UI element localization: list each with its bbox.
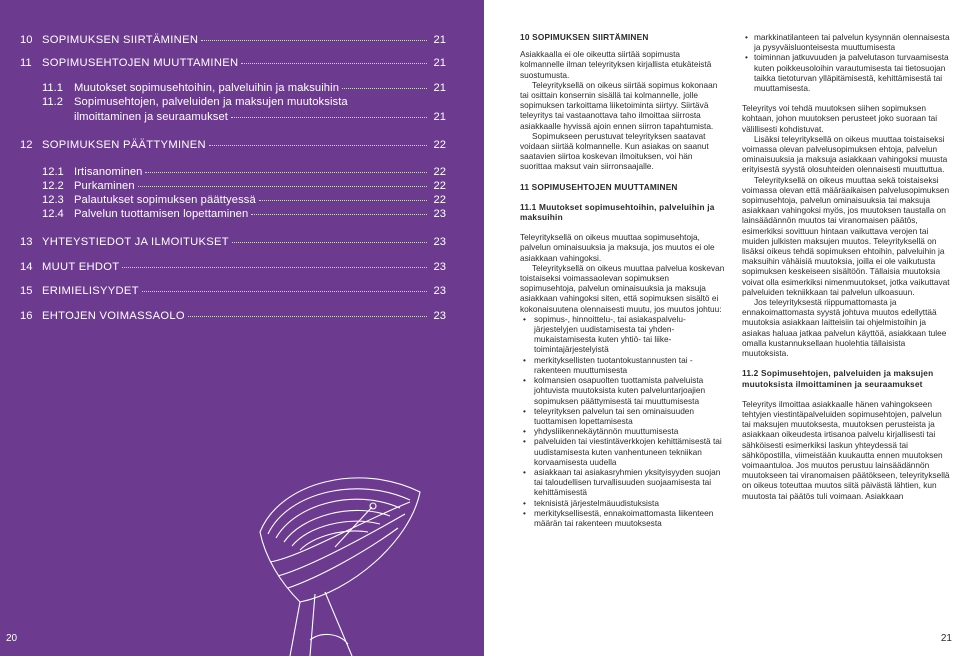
list-item: • kolmansien osapuolten tuottamista palveluista johtuvista muutoksista kuten palveluntarjoajien sopimuksen päättymisestä tai muuttumisesta (520, 375, 726, 406)
toc-leader-dots (232, 242, 427, 243)
toc-entry-number: 16 (20, 310, 33, 322)
toc-leader-dots (241, 63, 427, 64)
paragraph: Sopimukseen perustuvat teleyrityksen saatavat voidaan siirtää kolmannelle. Kun asiakas on saanut saatavien siirtoa koskevan ilmoituksen, voi hän suorittaa maksut vain siirronsaajalle. (520, 130, 709, 172)
toc-leader-dots (231, 117, 427, 118)
paragraph: Lisäksi teleyrityksellä on oikeus muuttaa toistaiseksi voimassa olevan palvelusopimuksen ehtoja, palvelun ominaisuuksia ja maksuja asiakkaan vahingoksi muusta erityisestä syystä olosuhteiden olennaisesti muuttuttua. (742, 133, 948, 175)
toc-entry[interactable] (20, 166, 446, 179)
toc-entry-title: Sopimusehtojen, palveluiden ja maksujen muutoksista (74, 96, 348, 108)
toc-entry[interactable] (20, 82, 446, 95)
toc-entry-number: 11 (20, 57, 32, 69)
list-item: • markkinatilanteen tai palvelun kysynnän olennaisesta ja pysyväisluonteisesta muuttumisesta (742, 32, 952, 52)
text-column-1 (520, 32, 726, 528)
toc-entry[interactable] (20, 57, 446, 70)
list-item: • teleyrityksen palvelun tai sen ominaisuuden tuottamisen lopettamisesta (520, 406, 726, 426)
toc-entry-title: Palautukset sopimuksen päättyessä (74, 194, 256, 206)
section-heading-11-2: 11.2 Sopimusehtojen, palveluiden ja maksujen muutoksista ilmoittaminen ja seuraamukset (742, 368, 934, 389)
toc-entry-title: EHTOJEN VOIMASSAOLO (42, 310, 185, 322)
paragraph: Jos teleyrityksestä riippumattomasta ja ennakoimattomasta syystä johtuva muutos edellyttää muutoksia asiakkaan laitteisiin tai ohjelmistoihin ja asiakas haluaa jatkaa palvelun käyttöä, asiakkaan tulee omalla kustannuksellaan huolehtia tällaisista muutoksista. (742, 297, 947, 359)
paragraph: Teleyrityksellä on oikeus muuttaa palvelua koskevan toistaiseksi voimassaolevan sopimuksen sopimusehtoja, palvelun ominaisuuksia ja maksuja asiakkaan vahingoksi siten, että sopimuksen sisältö ei kokonaisuutena olennaisesti muutu, jos muutos johtuu: (520, 262, 725, 314)
toc-leader-dots (251, 214, 427, 215)
list-item: • merkityksellisten tuotantokustannusten tai -rakenteen muuttumisesta (520, 355, 726, 375)
section-heading-11: 11 SOPIMUSEHTOJEN MUUTTAMINEN (520, 181, 678, 192)
toc-entry-title: ilmoittaminen ja seuraamukset (74, 111, 228, 123)
toc-leader-dots (142, 291, 427, 292)
toc-entry-number: 14 (20, 261, 33, 273)
paragraph: Teleyritys voi tehdä muutoksen siihen sopimuksen kohtaan, johon muutoksen perusteet joko suoraan tai välillisesti kohdistuvat. (742, 103, 938, 134)
toc-entry-number: 12.2 (42, 180, 64, 192)
toc-entry[interactable] (20, 285, 446, 298)
toc-entry-page: 21 (433, 57, 446, 69)
toc-entry[interactable] (20, 96, 446, 109)
toc-entry-title: SOPIMUKSEN PÄÄTTYMINEN (42, 139, 206, 151)
list-item: • asiakkaan tai asiakasryhmien yksityisyyden suojan tai taloudellisen turvallisuuden suojaamisesta tai kehittämisestä (520, 467, 726, 498)
right-page (484, 0, 960, 656)
toc-entry-number: 15 (20, 285, 33, 297)
toc-entry-title: YHTEYSTIEDOT JA ILMOITUKSET (42, 236, 229, 248)
page-number-left: 20 (6, 633, 18, 644)
toc-entry-page: 23 (433, 261, 446, 273)
toc-entry[interactable] (20, 310, 446, 323)
toc-entry-page: 23 (433, 310, 446, 322)
toc-entry[interactable] (20, 111, 446, 124)
paragraph: Teleyrityksellä on oikeus muuttaa sopimusehtoja, palvelun ominaisuuksia ja maksuja, jos muutos ei ole asiakkaan vahingoksi. (520, 232, 715, 263)
paragraph: Teleyrityksellä on oikeus siirtää sopimus kokonaan tai osittain konsernin sisällä tai kolmannelle, jolle sopimuksen tarkoittama liiketoiminta siirtyy. Siirtävä teleyritys tai vastaanottava taho ilmoittaa siirrosta asiakkaalle hyvissä ajoin ennen siirron tapahtumista. (520, 79, 718, 131)
paragraph: Teleyritys ilmoittaa asiakkaalle hänen vahingokseen tehtyjen viestintäpalveluiden sopimusehtojen, palvelun tai maksujen muutoksesta, muutoksen perusteista ja asiakkaan oikeudesta irtisanoa palvelu kirjallisesti tai sähköisesti esimerkiksi laskun yhteydessä tai sähköpostilla, viimeistään kuukautta ennen muutoksen voimaantuloa. Jos muutos perustuu lainsäädännön muutokseen tai viranomaisen päätökseen, teleyrityksellä on oikeus toteuttaa muutos siitä päivästä lähtien, kun muutosta tai päätös tuli voimaan. Asiakkaan (742, 398, 950, 501)
paragraph: Teleyrityksellä on oikeus muuttaa sekä toistaiseksi voimassa olevan että määräaikaisen palvelusopimuksen sopimusehtoja, palvelun ominaisuuksia tai maksuja asiakkaan vahingoksi myös, jos muutoksen taustalla on lainsäädännön muutos tai viranomaisen päätös, esimerkiksi sovittuun hintaan vaikuttava verojen tai muiden julkisten maksujen muutos. Teleyrityksellä on lisäksi oikeus tehdä sopimuksen ehtoihin, palveluihin ja maksuihin vähäisiä muutoksia, joilla ei ole vaikutusta sopimuksen keskeiseen sisältöön. Tällaisia muutoksia voivat olla esimerkiksi nimenmuutokset, jotka vaikuttavat palveluiden tekniikkaan tai palvelun ulkoasuun. (742, 174, 950, 297)
toc-leader-dots (145, 172, 427, 173)
list-item: • yhdysliikennekäytännön muuttumisesta (520, 426, 726, 436)
toc-entry-page: 21 (433, 82, 446, 94)
toc-entry-title: Irtisanominen (74, 166, 143, 178)
toc-entry-number: 12 (20, 139, 33, 151)
toc-entry[interactable] (20, 261, 446, 274)
toc-entry-page: 21 (433, 111, 446, 123)
section-heading-11-1: 11.1 Muutokset sopimusehtoihin, palveluihin ja maksuihin (520, 201, 715, 223)
list-item: • toiminnan jatkuvuuden ja palvelutason turvaamisesta kuten poikkeusoloihin varautumisesta tai tietosuojan taikka tietoturvan ylläpitämisestä, kehittämisestä tai muuttamisesta. (742, 52, 952, 93)
toc-entry-title: SOPIMUKSEN SIIRTÄMINEN (42, 34, 199, 46)
toc-leader-dots (201, 40, 427, 41)
list-item: • palveluiden tai viestintäverkkojen kehittämisestä tai uudistamisesta kuten vanhentuneen tekniikan korvaamisesta uudella (520, 436, 726, 467)
toc-entry-title: ERIMIELISYYDET (42, 285, 139, 297)
bullet-list (520, 314, 726, 528)
toc-entry-number: 10 (20, 34, 33, 46)
toc-entry-number: 11.2 (42, 96, 63, 108)
bullet-list (742, 32, 952, 93)
toc-entry-page: 23 (433, 208, 446, 220)
toc-entry-number: 11.1 (42, 82, 63, 94)
toc-leader-dots (259, 200, 427, 201)
list-item: • teknisistä järjestelmäuudistuksista (520, 498, 726, 508)
satellite-dish-line-art-icon (240, 462, 440, 656)
toc-entry-page: 22 (433, 194, 446, 206)
toc-entry-title: MUUT EHDOT (42, 261, 120, 273)
toc-leader-dots (188, 316, 427, 317)
section-heading-10: 10 SOPIMUKSEN SIIRTÄMINEN (520, 32, 649, 42)
toc-entry-page: 23 (433, 285, 446, 297)
text-column-2 (742, 32, 952, 501)
toc-entry-page: 23 (433, 236, 446, 248)
toc-leader-dots (138, 186, 427, 187)
toc-entry-title: Muutokset sopimusehtoihin, palveluihin ja maksuihin (74, 82, 340, 94)
toc-entry-number: 13 (20, 236, 33, 248)
toc-leader-dots (342, 88, 427, 89)
toc-entry-number: 12.3 (42, 194, 64, 206)
toc-entry[interactable] (20, 180, 446, 193)
toc-entry-title: SOPIMUSEHTOJEN MUUTTAMINEN (42, 57, 239, 69)
toc-entry-number: 12.1 (42, 166, 64, 178)
toc-entry-title: Palvelun tuottamisen lopettaminen (74, 208, 249, 220)
toc-entry-page: 22 (433, 166, 446, 178)
page-number-right: 21 (940, 633, 952, 644)
toc-entry-page: 21 (433, 34, 446, 46)
toc-entry-page: 22 (433, 180, 446, 192)
toc-leader-dots (122, 267, 427, 268)
toc-entry[interactable] (20, 236, 446, 249)
toc-entry[interactable] (20, 139, 446, 152)
toc-entry[interactable] (20, 34, 446, 47)
toc-entry-number: 12.4 (42, 208, 64, 220)
paragraph: Asiakkaalla ei ole oikeutta siirtää sopimusta kolmannelle ilman teleyrityksen kirjallista etukäteistä suostumusta. (520, 49, 712, 80)
toc-entry-page: 22 (433, 139, 446, 151)
list-item: • merkityksellisestä, ennakoimattomasta liikenteen määrän tai rakenteen muutoksesta (520, 508, 726, 528)
toc-entry[interactable] (20, 208, 446, 221)
toc-leader-dots (209, 145, 427, 146)
toc-entry-title: Purkaminen (74, 180, 135, 192)
toc-entry[interactable] (20, 194, 446, 207)
list-item: • sopimus-, hinnoittelu-, tai asiakaspalvelujärjestelyjen uudistamisesta tai yhdenmukaistamisesta kuten yhtiö- tai liiketoimintajärjestelyistä (520, 314, 726, 355)
